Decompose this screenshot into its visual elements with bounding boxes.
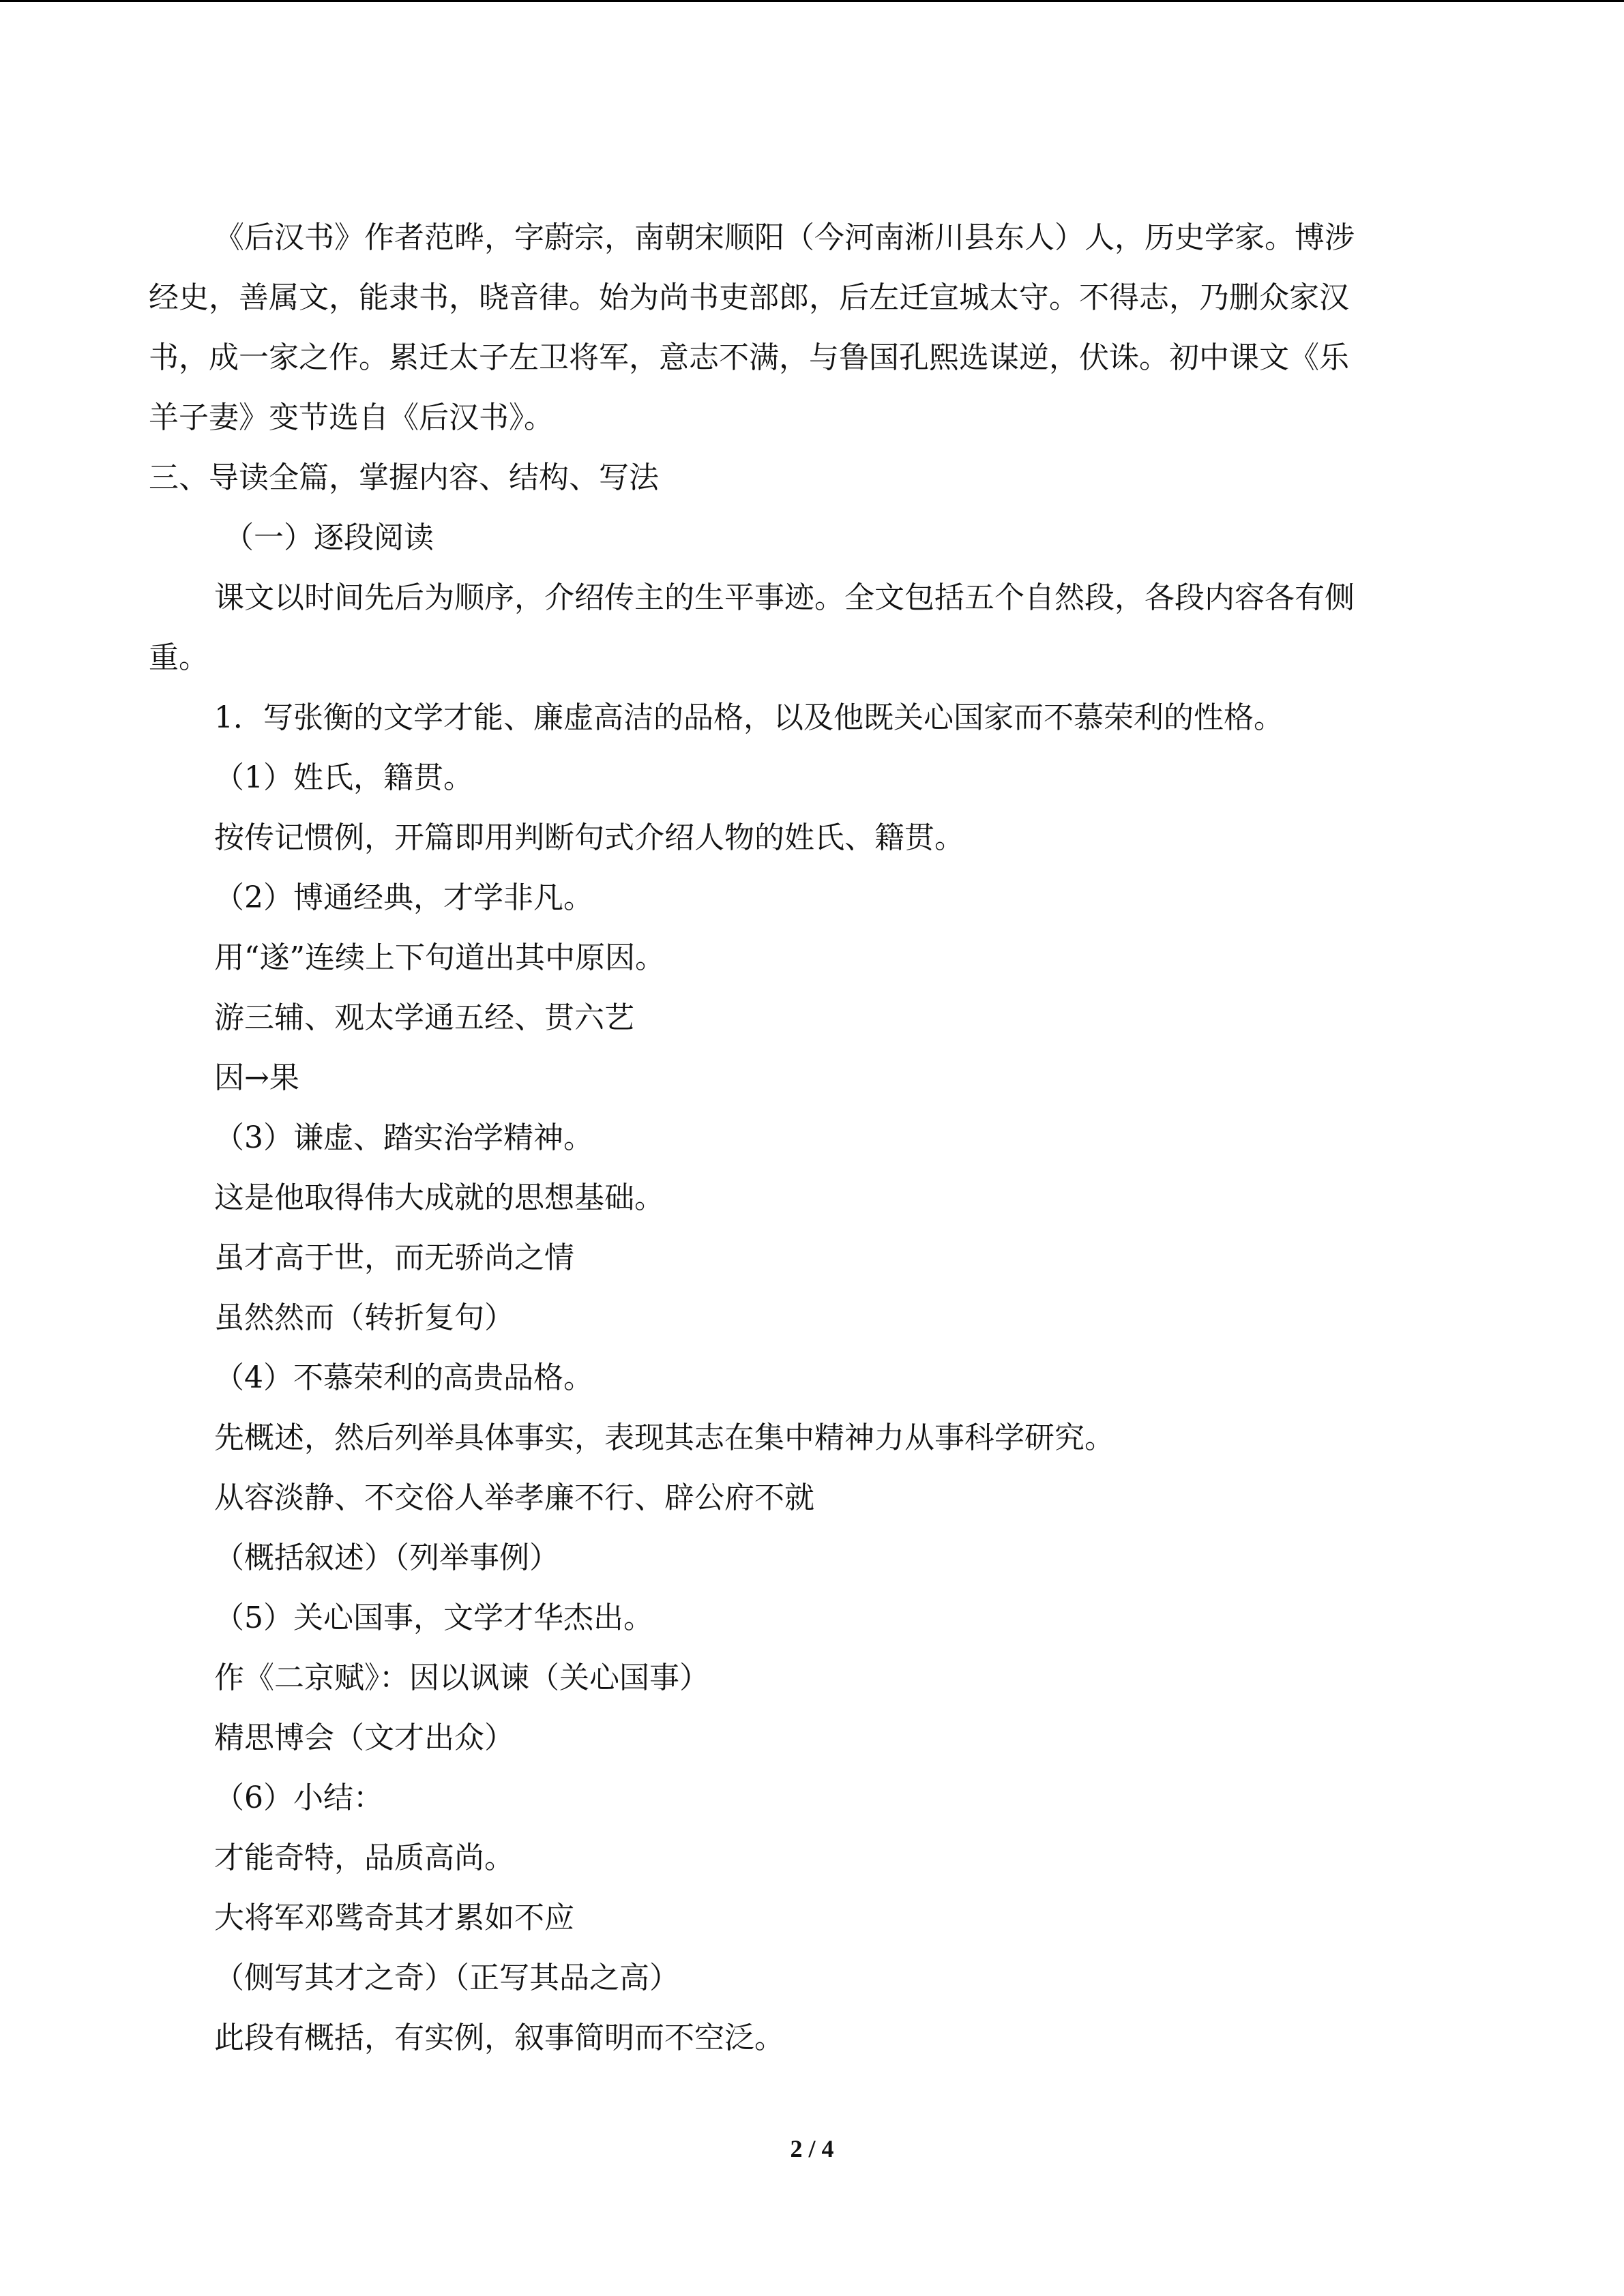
list-item: （5）关心国事，文学才华杰出。 (214, 1600, 653, 1635)
list-item: 游三辅、观太学通五经、贯六艺 (214, 1000, 634, 1035)
intro-line-1: 《后汉书》作者范晔，字蔚宗，南朝宋顺阳（今河南淅川县东人）人，历史学家。博涉 (214, 220, 1355, 255)
list-item: 这是他取得伟大成就的思想基础。 (214, 1180, 664, 1215)
page-top-rule (0, 0, 1624, 2)
list-item: 精思博会（文才出众） (214, 1720, 514, 1755)
list-item: 虽然然而（转折复句） (214, 1300, 514, 1335)
list-item: 用“遂”连续上下句道出其中原因。 (214, 940, 665, 975)
list-item: 虽才高于世，而无骄尚之情 (214, 1240, 574, 1275)
section-heading: 三、导读全篇，掌握内容、结构、写法 (149, 460, 659, 495)
intro-line-4: 羊子妻》变节选自《后汉书》。 (149, 400, 554, 435)
list-item: （2）博通经典，才学非凡。 (214, 880, 593, 915)
list-item: （侧写其才之奇）（正写其品之高） (214, 1960, 679, 1995)
list-item: 大将军邓骘奇其才累如不应 (214, 1900, 574, 1935)
overview-line-1: 课文以时间先后为顺序，介绍传主的生平事迹。全文包括五个自然段，各段内容各有侧 (214, 580, 1355, 615)
intro-line-2: 经史，善属文，能隶书，晓音律。始为尚书吏部郎，后左迁宣城太守。不得志，乃删众家汉 (149, 280, 1349, 315)
list-item: 先概述，然后列举具体事实，表现其志在集中精神力从事科学研究。 (214, 1420, 1114, 1455)
list-item: （1）姓氏，籍贯。 (214, 760, 473, 795)
list-item: （6）小结： (214, 1780, 383, 1815)
list-item: 从容淡静、不交俗人举孝廉不行、辟公府不就 (214, 1480, 814, 1515)
intro-line-3: 书，成一家之作。累迁太子左卫将军，意志不满，与鲁国孔熙选谋逆，伏诛。初中课文《乐 (149, 340, 1349, 375)
list-item: 因→果 (214, 1060, 299, 1095)
subsection-heading: （一）逐段阅读 (224, 520, 434, 555)
list-item: 按传记惯例，开篇即用判断句式介绍人物的姓氏、籍贯。 (214, 820, 964, 855)
list-item: （概括叙述）（列举事例） (214, 1540, 559, 1575)
list-item: 才能奇特，品质高尚。 (214, 1840, 514, 1875)
list-item: 此段有概括，有实例，叙事简明而不空泛。 (214, 2021, 784, 2055)
page-number: 2 / 4 (790, 2135, 834, 2162)
list-item: （4）不慕荣利的高贵品格。 (214, 1360, 593, 1395)
overview-line-2: 重。 (149, 640, 209, 675)
point-heading: 1．写张衡的文学才能、廉虚高洁的品格，以及他既关心国家而不慕荣利的性格。 (214, 700, 1284, 735)
document-body (149, 208, 1458, 2068)
list-item: 作《二京赋》：因以讽谏（关心国事） (214, 1660, 709, 1695)
list-item: （3）谦虚、踏实治学精神。 (214, 1120, 593, 1155)
